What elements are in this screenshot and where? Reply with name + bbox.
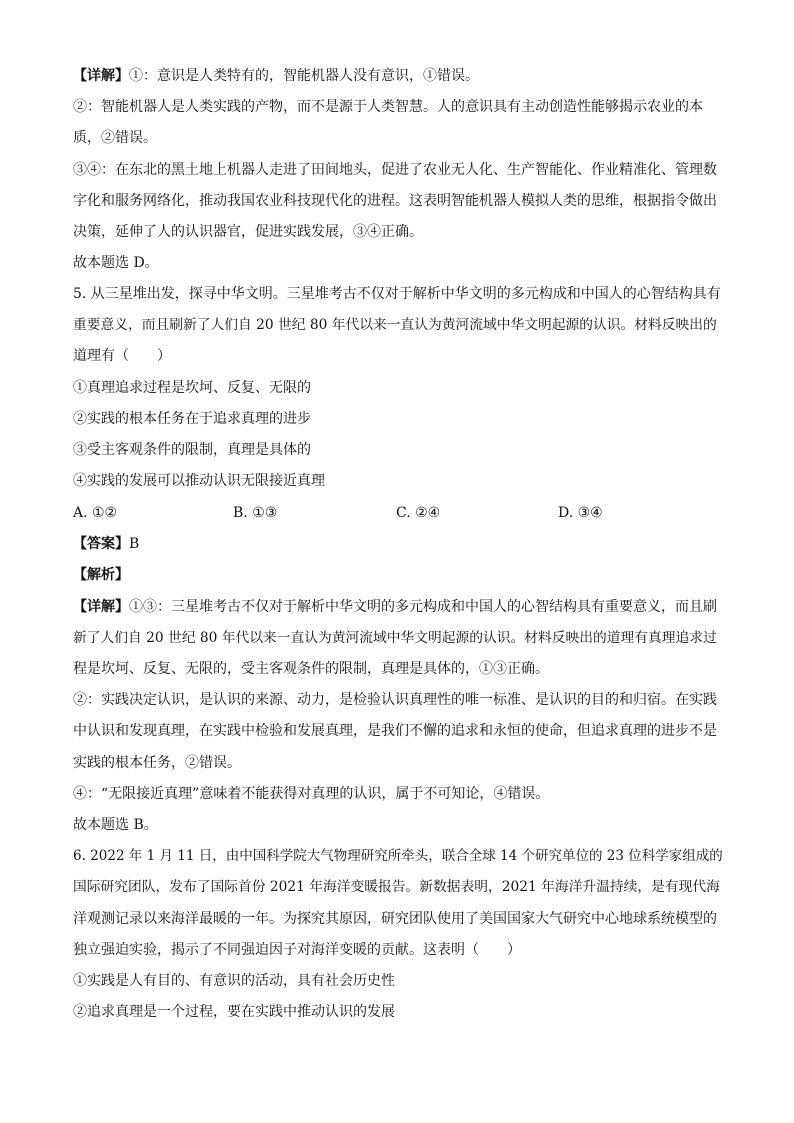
question-5-stem-1: 5. 从三星堆出发，探寻中华文明。三星堆考古不仅对于解析中华文明的多元构成和中国人的心智结构具有 (73, 286, 721, 302)
q5-detail-line-3: 程是坎坷、反复、无限的，受主客观条件的限制，真理是具体的，①③正确。 (73, 661, 549, 677)
q5-detail-line-2: 新了人们自 20 世纪 80 年代以来一直认为黄河流域中华文明起源的认识。材料反映出的道理有真理追求过 (73, 630, 717, 646)
detail-line-1 (73, 66, 723, 86)
question-5-stem-3: 道理有（ ） (73, 348, 171, 364)
detail-line-5: 字化和服务网络化，推动我国农业科技现代化的进程。这表明智能机器人模拟人类的思维，根据指令做出 (73, 193, 717, 209)
question-6-stem-3: 洋观测记录以来海洋最暖的一年。为探究其原因，研究团队使用了美国国家大气研究中心地球系统模型的 (73, 911, 717, 927)
q5-detail-line-5: 中认识和发现真理，在实践中检验和发展真理，是我们不懈的追求和永恒的使命，但追求真理的进步不是 (73, 723, 717, 739)
q5-detail-line-4: ②：实践决定认识，是认识的来源、动力，是检验认识真理性的唯一标准、是认识的目的和归宿。在实践 (73, 692, 717, 708)
detail-text: ①：意识是人类特有的，智能机器人没有意识，①错误。 (129, 68, 479, 84)
answer-line (73, 534, 723, 554)
detail-line-2: ②：智能机器人是人类实践的产物，而不是源于人类智慧。人的意识具有主动创造性能够揭示农业的本 (73, 99, 703, 115)
option-a: A. ①② (73, 505, 118, 521)
answer-value: B (129, 536, 140, 552)
option-b: B. ①③ (233, 505, 278, 521)
q5-conclusion-line: 故本题选 B。 (73, 817, 158, 833)
question-6-statement-1: ①实践是人有目的、有意识的活动，具有社会历史性 (73, 973, 395, 989)
detail-line-6: 决策，延伸了人的认识器官，促进实践发展，③④正确。 (73, 224, 423, 240)
q5-detail-tag: 【详解】 (73, 599, 129, 615)
conclusion-line: 故本题选 D。 (73, 255, 159, 271)
question-5-statement-3: ③受主客观条件的限制，真理是具体的 (73, 442, 311, 458)
q5-detail-line-7: ④：“无限接近真理”意味着不能获得对真理的认识，属于不可知论，④错误。 (73, 786, 550, 802)
q5-detail-line-1 (73, 597, 723, 617)
question-6-stem-4: 独立强迫实验，揭示了不同强迫因子对海洋变暖的贡献。这表明（ ） (73, 942, 521, 958)
question-6-stem-2: 国际研究团队，发布了国际首份 2021 年海洋变暖报告。新数据表明，2021 年海洋升温持续，是有现代海 (73, 879, 720, 895)
question-5-statement-4: ④实践的发展可以推动认识无限接近真理 (73, 473, 325, 489)
option-c: C. ②④ (396, 505, 441, 521)
q5-detail-text: ①③：三星堆考古不仅对于解析中华文明的多元构成和中国人的心智结构具有重要意义，而且刷 (129, 599, 717, 615)
detail-line-3: 质，②错误。 (73, 130, 157, 146)
question-6-stem-1: 6. 2022 年 1 月 11 日，由中国科学院大气物理研究所牵头，联合全球 14 个研究单位的 23 位科学家组成的 (73, 848, 723, 864)
q5-detail-line-6: 实践的根本任务，②错误。 (73, 755, 241, 771)
detail-tag: 【详解】 (73, 68, 129, 84)
question-5-statement-2: ②实践的根本任务在于追求真理的进步 (73, 411, 311, 427)
analysis-tag: 【解析】 (73, 567, 129, 583)
question-5-statement-1: ①真理追求过程是坎坷、反复、无限的 (73, 380, 311, 396)
analysis-line (73, 565, 723, 585)
option-d: D. ③④ (558, 505, 603, 521)
detail-line-4: ③④：在东北的黑土地上机器人走进了田间地头，促进了农业无人化、生产智能化、作业精准化、管理数 (73, 162, 717, 178)
question-5-stem-2: 重要意义，而且刷新了人们自 20 世纪 80 年代以来一直认为黄河流域中华文明起源的认识。材料反映出的 (73, 317, 717, 333)
answer-tag: 【答案】 (73, 536, 129, 552)
question-6-statement-2: ②追求真理是一个过程，要在实践中推动认识的发展 (73, 1004, 395, 1020)
